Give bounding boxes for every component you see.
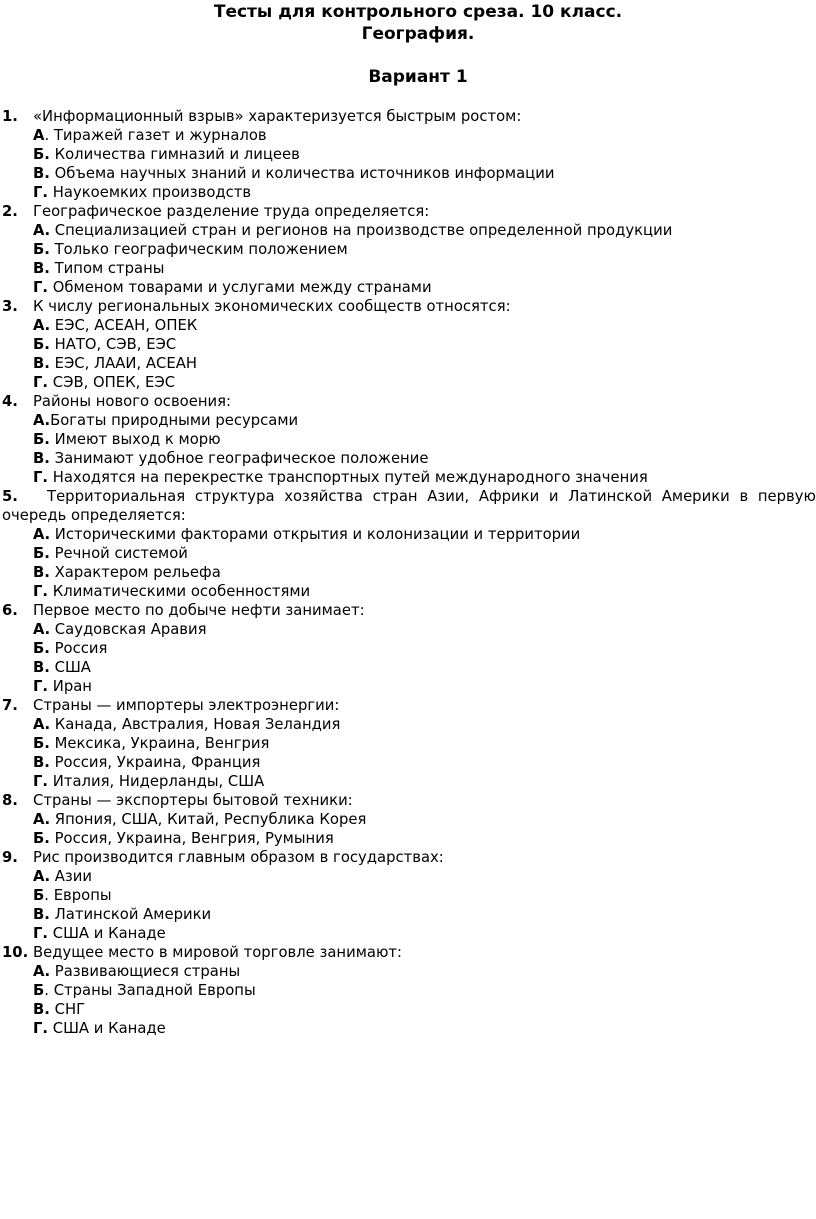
answer-option — [0, 962, 816, 981]
answer-letter: Г. — [33, 374, 49, 391]
question-text-line-2: очередь определяется: — [2, 507, 186, 524]
question-list — [0, 107, 816, 1038]
answer-option — [0, 829, 816, 848]
question-text: Ведущее место в мировой торговле занимают: — [33, 944, 403, 961]
answer-letter: Г. — [33, 773, 49, 790]
question-4 — [0, 392, 816, 487]
answer-separator: . — [44, 887, 54, 904]
question-text: Территориальная структура хозяйства стран Азии, Африки и Латинской Америки в первую — [47, 488, 816, 505]
answer-text-group — [33, 924, 166, 943]
answer-option — [0, 715, 816, 734]
answer-text: Речной системой — [54, 545, 188, 562]
answer-letter: А. — [33, 963, 51, 980]
answer-text-group — [33, 525, 580, 544]
question-5 — [0, 487, 816, 601]
answer-text-group — [33, 1000, 85, 1019]
answer-letter: А. — [33, 868, 51, 885]
answer-text: Канада, Австралия, Новая Зеландия — [54, 716, 341, 733]
question-text: Рис производится главным образом в государствах: — [33, 849, 444, 866]
answer-text: Россия — [54, 640, 108, 657]
answer-option — [0, 886, 816, 905]
answer-text: Объема научных знаний и количества источников информации — [54, 165, 555, 182]
answer-option — [0, 620, 816, 639]
answer-option — [0, 126, 816, 145]
answer-option — [0, 1000, 816, 1019]
answer-letter: Г. — [33, 1020, 49, 1037]
answer-text-group — [33, 164, 554, 183]
answer-option — [0, 145, 816, 164]
answer-letter: Б. — [33, 146, 50, 163]
answer-text-group — [33, 126, 267, 145]
answer-letter: В. — [33, 906, 50, 923]
answer-option — [0, 867, 816, 886]
answer-text: Италия, Нидерланды, США — [52, 773, 265, 790]
question-number: 8. — [2, 792, 18, 809]
question-number: 9. — [2, 849, 18, 866]
answer-option — [0, 449, 816, 468]
answer-text-group — [33, 734, 269, 753]
question-line — [0, 392, 816, 411]
answer-letter: Г. — [33, 184, 49, 201]
answer-text: США и Канаде — [52, 925, 166, 942]
answer-option — [0, 905, 816, 924]
answer-option — [0, 981, 816, 1000]
answer-option — [0, 373, 816, 392]
question-7 — [0, 696, 816, 791]
answer-letter: А. — [33, 811, 51, 828]
question-text: Страны — экспортеры бытовой техники: — [33, 792, 353, 809]
answer-text-group — [33, 658, 91, 677]
answer-text: Имеют выход к морю — [54, 431, 221, 448]
question-text-line-1 — [2, 487, 816, 506]
answer-text-group — [33, 753, 260, 772]
answer-text: Историческими факторами открытия и колонизации и территории — [54, 526, 581, 543]
answer-text: Типом страны — [54, 260, 165, 277]
answer-text: Саудовская Аравия — [54, 621, 207, 638]
question-text: Страны — импортеры электроэнергии: — [33, 697, 340, 714]
answer-option — [0, 259, 816, 278]
question-line — [0, 943, 816, 962]
question-10 — [0, 943, 816, 1038]
answer-text: НАТО, СЭВ, ЕЭС — [54, 336, 177, 353]
answer-option — [0, 924, 816, 943]
question-number: 6. — [2, 602, 18, 619]
answer-letter: В. — [33, 1001, 50, 1018]
answer-text-group — [33, 772, 264, 791]
answer-letter: В. — [33, 165, 50, 182]
answer-letter: Б. — [33, 545, 50, 562]
answer-text: СЭВ, ОПЕК, ЕЭС — [52, 374, 176, 391]
answer-text: Латинской Америки — [54, 906, 212, 923]
question-number: 2. — [2, 203, 18, 220]
answer-letter: Г. — [33, 925, 49, 942]
answer-option — [0, 734, 816, 753]
answer-text-group — [33, 449, 428, 468]
answer-letter: А. — [33, 222, 51, 239]
answer-option — [0, 468, 816, 487]
answer-text-group — [33, 620, 207, 639]
answer-option — [0, 354, 816, 373]
question-6 — [0, 601, 816, 696]
answer-text-group — [33, 886, 112, 905]
answer-text: Количества гимназий и лицеев — [54, 146, 300, 163]
title-line-1: Тесты для контрольного среза. 10 класс. — [213, 2, 623, 22]
answer-separator: . — [44, 127, 54, 144]
question-number: 5. — [2, 488, 18, 505]
answer-text: Тиражей газет и журналов — [53, 127, 267, 144]
answer-option — [0, 582, 816, 601]
answer-option — [0, 316, 816, 335]
answer-option — [0, 772, 816, 791]
question-line — [0, 848, 816, 867]
answer-text: Страны Западной Европы — [53, 982, 256, 999]
answer-text: Иран — [52, 678, 92, 695]
answer-option — [0, 810, 816, 829]
answer-letter: А. — [33, 526, 51, 543]
answer-text-group — [33, 829, 334, 848]
answer-text: Климатическими особенностями — [52, 583, 311, 600]
answer-text: США — [54, 659, 91, 676]
answer-option — [0, 677, 816, 696]
answer-text-group — [33, 563, 221, 582]
answer-text-group — [33, 354, 197, 373]
answer-letter: А. — [33, 621, 51, 638]
question-line — [0, 696, 816, 715]
answer-text: Наукоемких производств — [52, 184, 252, 201]
answer-option — [0, 1019, 816, 1038]
answer-text: Япония, США, Китай, Республика Корея — [54, 811, 367, 828]
answer-text: Россия, Украина, Франция — [54, 754, 261, 771]
answer-letter: Г. — [33, 678, 49, 695]
question-text: «Информационный взрыв» характеризуется быстрым ростом: — [33, 108, 522, 125]
answer-letter: Б. — [33, 640, 50, 657]
variant-heading: Вариант 1 — [368, 67, 468, 87]
title-line-2: География. — [361, 24, 475, 44]
answer-letter: Г. — [33, 469, 49, 486]
answer-text: ЕЭС, ЛААИ, АСЕАН — [54, 355, 197, 372]
answer-text: Мексика, Украина, Венгрия — [54, 735, 270, 752]
question-line — [0, 487, 816, 506]
answer-separator: . — [44, 982, 54, 999]
answer-option — [0, 544, 816, 563]
answer-text: США и Канаде — [52, 1020, 166, 1037]
answer-text-group — [33, 335, 176, 354]
question-8 — [0, 791, 816, 848]
answer-text: ЕЭС, АСЕАН, ОПЕК — [54, 317, 198, 334]
answer-text: Занимают удобное географическое положение — [54, 450, 429, 467]
answer-text-group — [33, 1019, 166, 1038]
answer-text-group — [33, 544, 188, 563]
answer-letter: Б. — [33, 735, 50, 752]
question-text: Районы нового освоения: — [33, 393, 231, 410]
answer-option — [0, 525, 816, 544]
answer-text-group — [33, 962, 240, 981]
answer-letter: А. — [33, 317, 51, 334]
question-line — [0, 107, 816, 126]
answer-text: Специализацией стран и регионов на производстве определенной продукции — [54, 222, 673, 239]
question-line — [0, 791, 816, 810]
answer-letter: Г. — [33, 279, 49, 296]
answer-text-group — [33, 259, 164, 278]
answer-text: Россия, Украина, Венгрия, Румыния — [54, 830, 334, 847]
answer-option — [0, 183, 816, 202]
answer-text-group — [33, 715, 340, 734]
answer-text-group — [33, 468, 648, 487]
answer-letter: Б. — [33, 336, 50, 353]
answer-text-group — [33, 905, 211, 924]
answer-letter: А — [33, 127, 45, 144]
answer-text-group — [33, 278, 432, 297]
question-text: Первое место по добыче нефти занимает: — [33, 602, 365, 619]
answer-option — [0, 335, 816, 354]
answer-letter: Б — [33, 982, 45, 999]
answer-letter: А. — [33, 412, 51, 429]
answer-text-group — [33, 316, 197, 335]
answer-text: Обменом товарами и услугами между странами — [52, 279, 432, 296]
question-2 — [0, 202, 816, 297]
answer-letter: А. — [33, 716, 51, 733]
answer-text-group — [33, 677, 92, 696]
answer-text: Характером рельефа — [54, 564, 221, 581]
answer-text: Богаты природными ресурсами — [50, 412, 299, 429]
answer-letter: Б. — [33, 830, 50, 847]
answer-text-group — [33, 373, 175, 392]
answer-text-group — [33, 810, 366, 829]
question-line-2 — [0, 506, 816, 525]
answer-text-group — [33, 221, 672, 240]
question-9 — [0, 848, 816, 943]
answer-option — [0, 221, 816, 240]
answer-option — [0, 411, 816, 430]
answer-letter: В. — [33, 564, 50, 581]
answer-option — [0, 164, 816, 183]
answer-option — [0, 278, 816, 297]
answer-option — [0, 240, 816, 259]
answer-option — [0, 658, 816, 677]
question-number: 3. — [2, 298, 18, 315]
answer-text-group — [33, 430, 221, 449]
question-number: 1. — [2, 108, 18, 125]
question-text: Географическое разделение труда определяется: — [33, 203, 430, 220]
answer-text: СНГ — [54, 1001, 86, 1018]
answer-text: Развивающиеся страны — [54, 963, 241, 980]
answer-letter: В. — [33, 659, 50, 676]
answer-option — [0, 430, 816, 449]
answer-text: Европы — [53, 887, 112, 904]
answer-text-group — [33, 411, 298, 430]
answer-option — [0, 639, 816, 658]
question-number: 7. — [2, 697, 18, 714]
answer-letter: Б — [33, 887, 45, 904]
answer-letter: Г. — [33, 583, 49, 600]
answer-letter: В. — [33, 450, 50, 467]
question-line — [0, 601, 816, 620]
answer-letter: Б. — [33, 431, 50, 448]
answer-text-group — [33, 981, 256, 1000]
answer-text-group — [33, 183, 251, 202]
question-line — [0, 297, 816, 316]
answer-text-group — [33, 145, 300, 164]
question-number: 4. — [2, 393, 18, 410]
answer-option — [0, 563, 816, 582]
answer-letter: В. — [33, 260, 50, 277]
question-1 — [0, 107, 816, 202]
answer-text-group — [33, 639, 107, 658]
answer-text-group — [33, 240, 348, 259]
answer-text: Находятся на перекрестке транспортных путей международного значения — [52, 469, 648, 486]
question-line — [0, 202, 816, 221]
answer-text-group — [33, 582, 310, 601]
answer-option — [0, 753, 816, 772]
question-3 — [0, 297, 816, 392]
answer-text-group — [33, 867, 92, 886]
answer-letter: В. — [33, 754, 50, 771]
question-text: К числу региональных экономических сообществ относятся: — [33, 298, 511, 315]
answer-text: Азии — [54, 868, 93, 885]
answer-letter: Б. — [33, 241, 50, 258]
question-number: 10. — [2, 944, 29, 961]
answer-letter: В. — [33, 355, 50, 372]
answer-text: Только географическим положением — [54, 241, 348, 258]
